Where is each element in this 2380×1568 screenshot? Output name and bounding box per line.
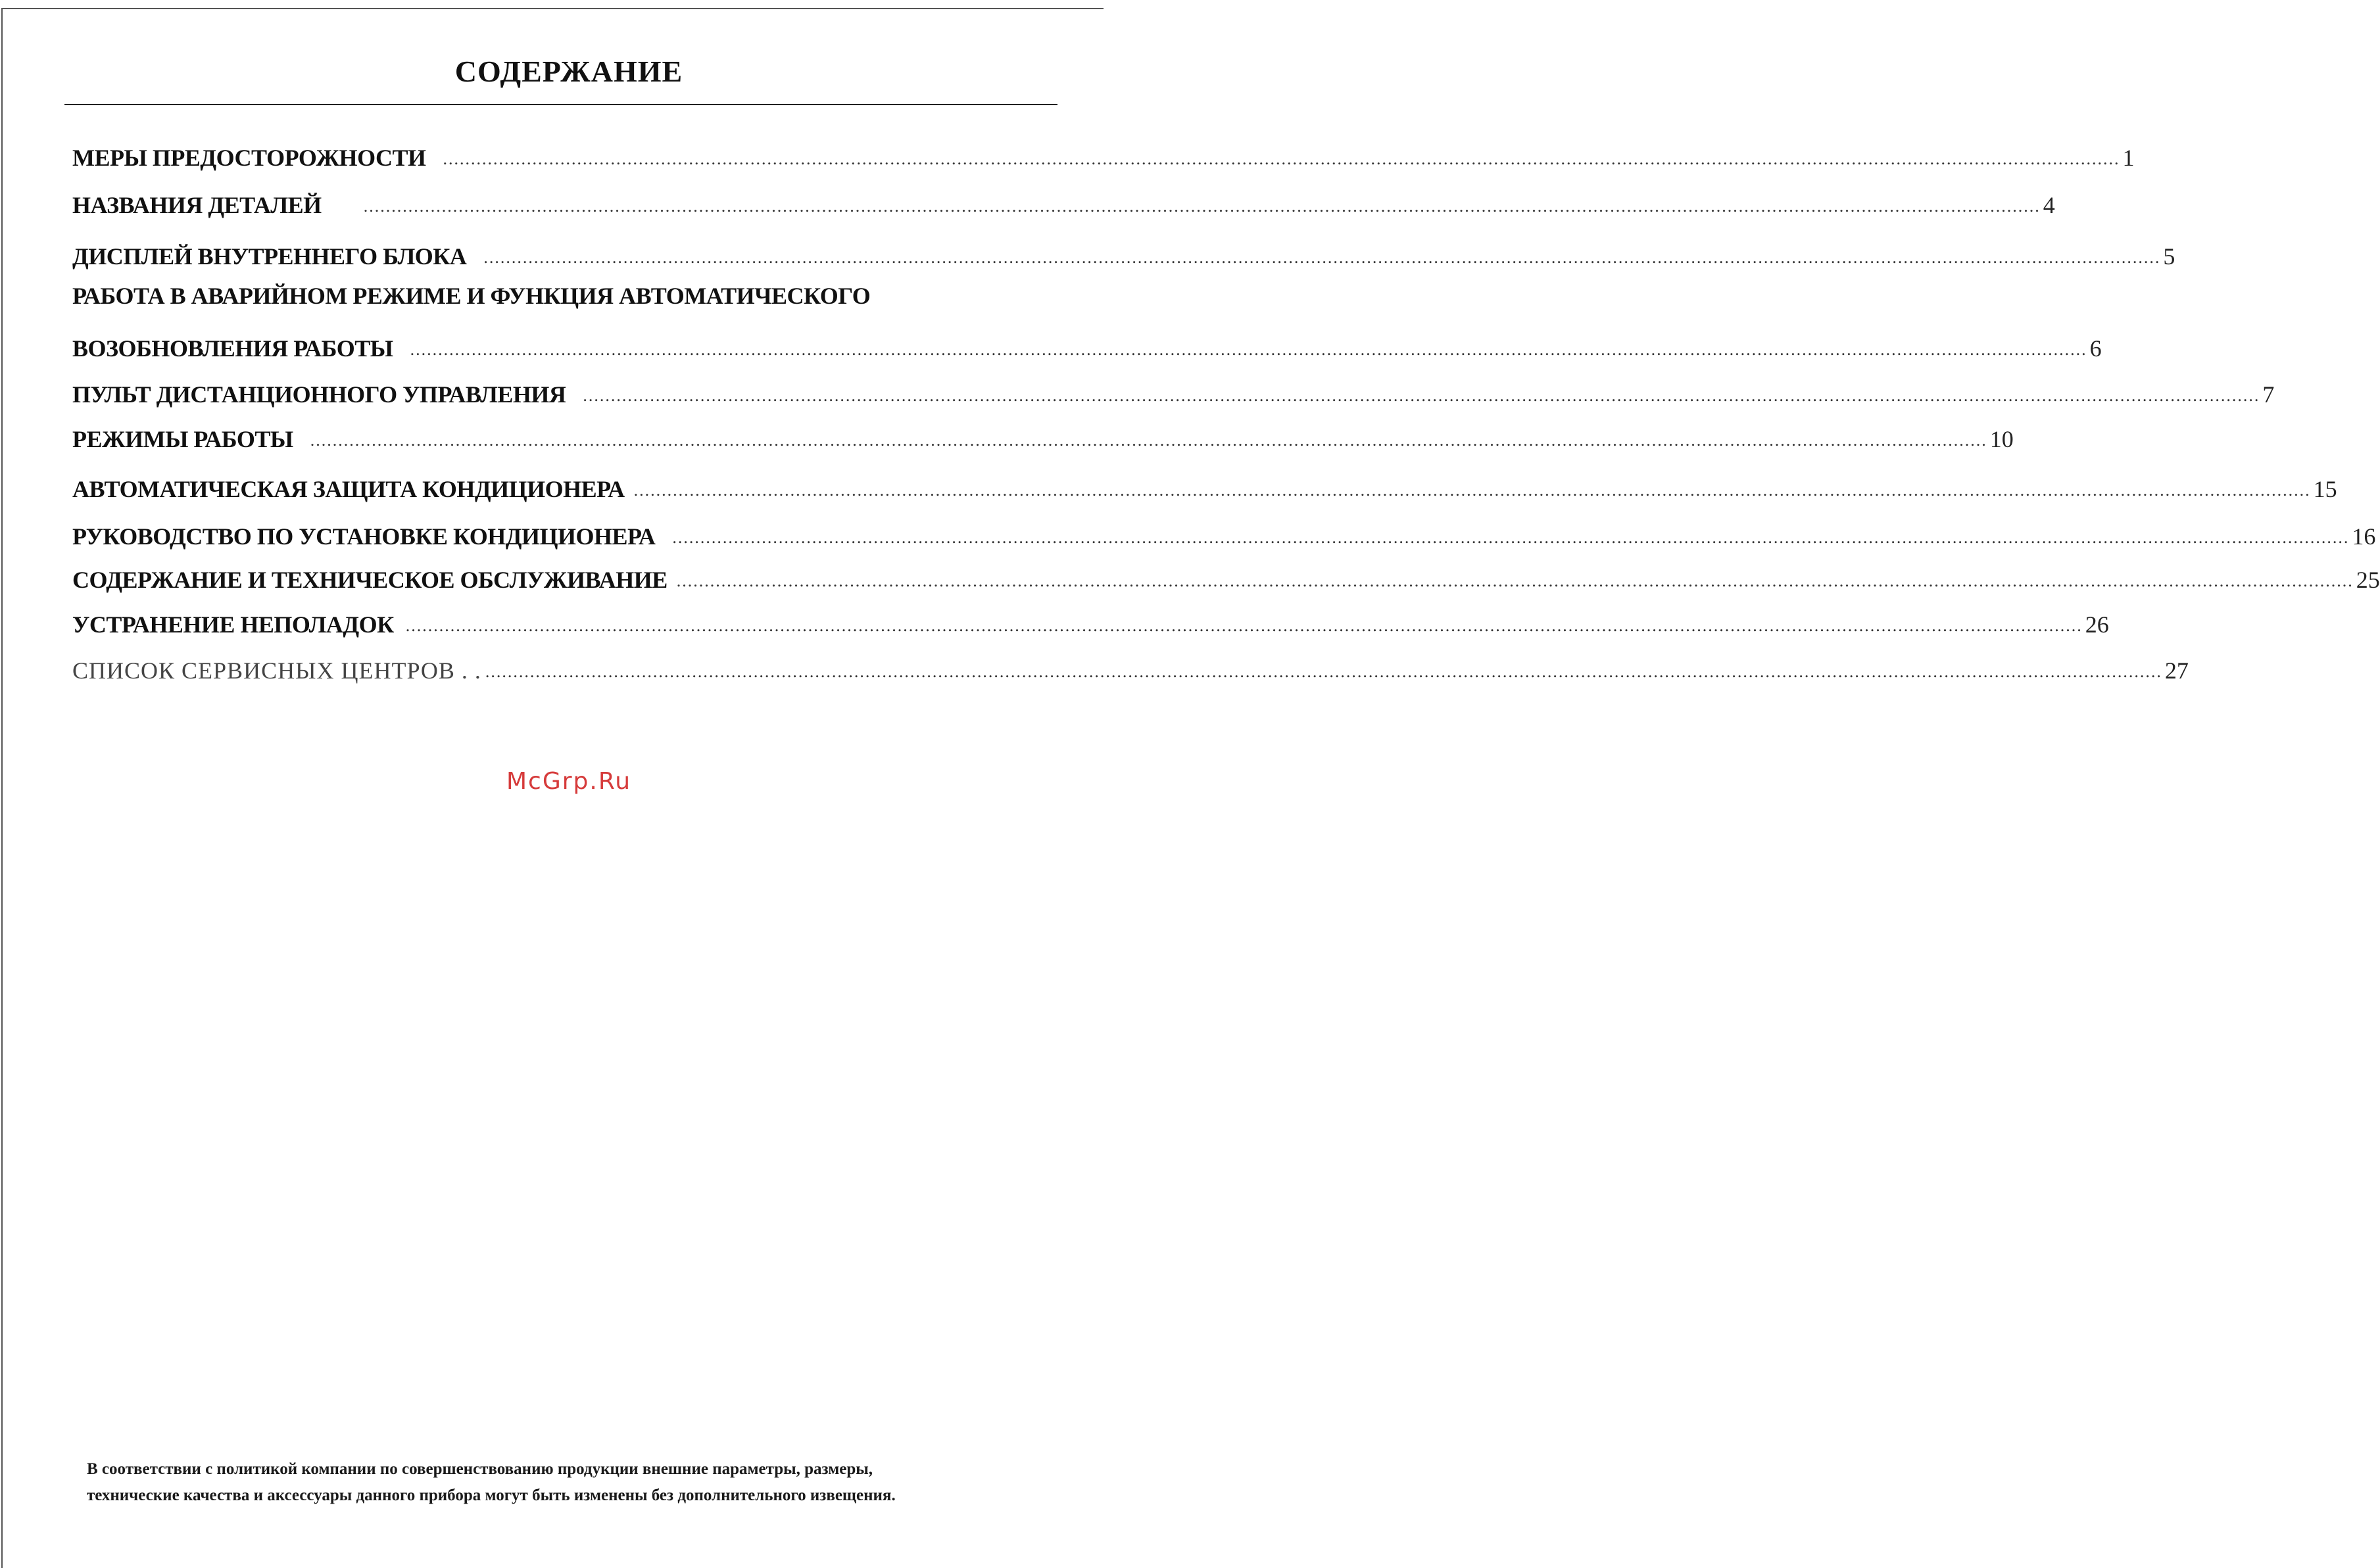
toc-entry-precautions[interactable] — [72, 138, 2135, 172]
toc-leader-dots: ............................................................................................................................................................................................................................................................................................................ — [443, 149, 2120, 168]
toc-entry-page: 10 — [1989, 426, 2014, 452]
toc-entry-service-centers[interactable] — [72, 651, 2189, 685]
toc-entry-indoor-display[interactable] — [72, 237, 2175, 271]
toc-entry-emergency-line2[interactable] — [72, 329, 2102, 363]
footnote-line: В соответствии с политикой компании по совершенствованию продукции внешние параметры, размеры, — [87, 1460, 873, 1478]
toc-entry-label: МЕРЫ ПРЕДОСТОРОЖНОСТИ — [72, 145, 426, 171]
toc-entry-remote-control[interactable] — [72, 375, 2275, 409]
toc-leader-dots: ............................................................................................................................................................................................................................................................................................................ — [583, 386, 2260, 405]
toc-entry-installation-guide[interactable] — [72, 517, 2376, 551]
toc-entry-label: СПИСОК СЕРВИСНЫХ ЦЕНТРОВ . . — [72, 657, 481, 684]
toc-leader-dots: ............................................................................................................................................................................................................................................................................................................ — [405, 616, 2083, 635]
toc-leader-dots: ............................................................................................................................................................................................................................................................................................................ — [310, 431, 1987, 450]
toc-entry-label: СОДЕРЖАНИЕ И ТЕХНИЧЕСКОЕ ОБСЛУЖИВАНИЕ — [72, 567, 668, 593]
toc-entry-label: АВТОМАТИЧЕСКАЯ ЗАЩИТА КОНДИЦИОНЕРА — [72, 476, 625, 502]
toc-entry-label: РЕЖИМЫ РАБОТЫ — [72, 426, 293, 452]
toc-entry-page: 27 — [2164, 657, 2189, 684]
toc-entry-page: 4 — [2043, 192, 2055, 218]
toc-leader-dots: ............................................................................................................................................................................................................................................................................................................ — [672, 528, 2350, 547]
toc-entry-page: 16 — [2352, 523, 2376, 550]
toc-entry-part-names[interactable] — [72, 185, 2055, 220]
toc-leader-dots: ............................................................................................................................................................................................................................................................................................................ — [483, 248, 2161, 267]
page-title: СОДЕРЖАНИЕ — [454, 55, 683, 88]
toc-entry-label: ДИСПЛЕЙ ВНУТРЕННЕГО БЛОКА — [72, 243, 467, 270]
toc-entry-label: УСТРАНЕНИЕ НЕПОЛАДОК — [72, 611, 394, 638]
toc-entry-operation-modes[interactable] — [72, 419, 2014, 454]
toc-entry-page: 7 — [2262, 381, 2275, 408]
toc-entry-troubleshooting[interactable] — [72, 605, 2109, 639]
toc-leader-dots: ............................................................................................................................................................................................................................................................................................................ — [410, 340, 2087, 359]
toc-entry-page: 5 — [2163, 243, 2175, 270]
footnote-line: технические качества и аксессуары данного прибора могут быть изменены без дополнительного извещения. — [87, 1486, 896, 1504]
title-divider — [64, 104, 1057, 105]
toc-entry-page: 6 — [2089, 335, 2102, 362]
toc-entry-page: 26 — [2085, 611, 2109, 638]
toc-leader-dots: ............................................................................................................................................................................................................................................................................................................ — [676, 571, 2354, 590]
toc-entry-label: РУКОВОДСТВО ПО УСТАНОВКЕ КОНДИЦИОНЕРА — [72, 523, 656, 550]
toc-entry-maintenance[interactable] — [72, 560, 2380, 594]
toc-entry-label: НАЗВАНИЯ ДЕТАЛЕЙ — [72, 192, 322, 218]
toc-entry-label: ПУЛЬТ ДИСТАНЦИОННОГО УПРАВЛЕНИЯ — [72, 381, 566, 408]
toc-entry-auto-protection[interactable] — [72, 469, 2337, 504]
toc-entry-label: ВОЗОБНОВЛЕНИЯ РАБОТЫ — [72, 335, 393, 362]
toc-leader-dots: ............................................................................................................................................................................................................................................................................................................ — [633, 481, 2311, 500]
toc-leader-dots: ............................................................................................................................................................................................................................................................................................................ — [485, 662, 2162, 681]
toc-entry-page: 25 — [2356, 567, 2380, 593]
toc-entry-page: 1 — [2122, 145, 2135, 171]
toc-entry-emergency-line1[interactable]: РАБОТА В АВАРИЙНОМ РЕЖИМЕ И ФУНКЦИЯ АВТОМАТИЧЕСКОГО — [72, 283, 871, 309]
toc-entry-page: 15 — [2313, 476, 2337, 502]
watermark: McGrp.Ru — [506, 768, 632, 795]
toc-leader-dots: ............................................................................................................................................................................................................................................................................................................ — [363, 197, 2041, 216]
footnote — [87, 1456, 1047, 1509]
